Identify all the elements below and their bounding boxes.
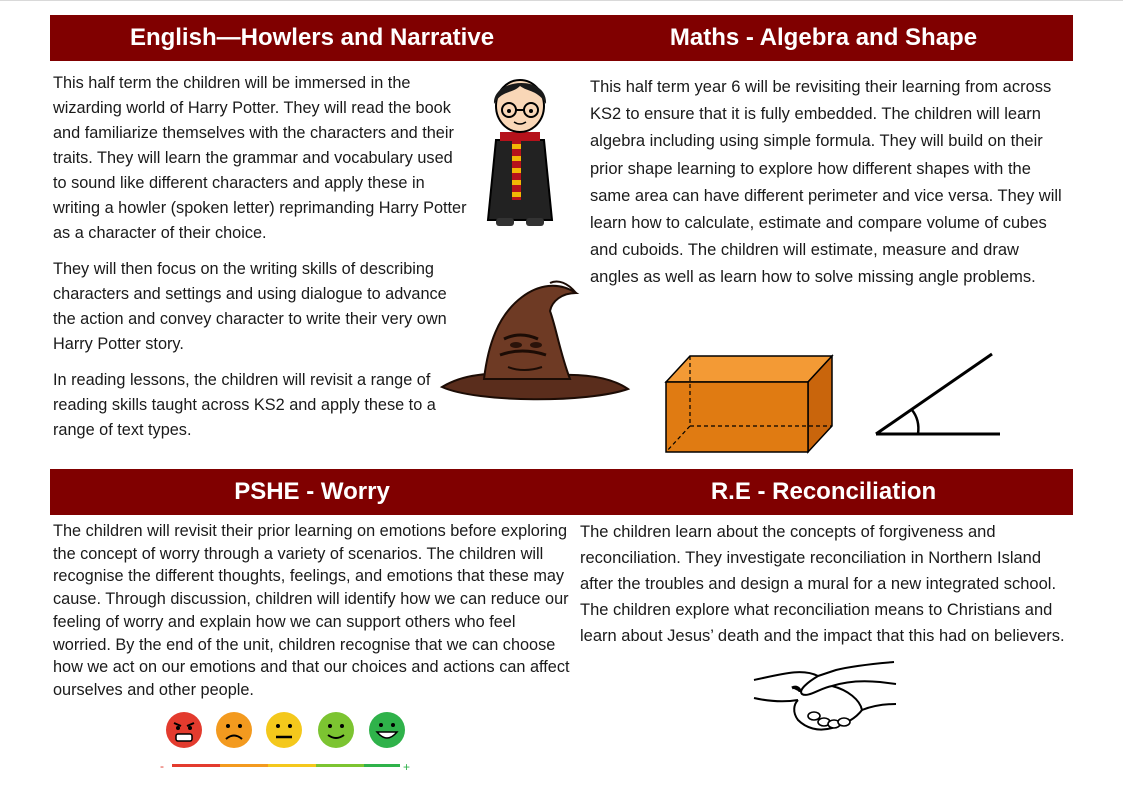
- emotion-scale-bar: [160, 760, 412, 772]
- sad-face-icon: [216, 712, 252, 748]
- sorting-hat-icon: [438, 275, 632, 405]
- english-header: English—Howlers and Narrative: [50, 15, 574, 61]
- handshake-icon: [752, 658, 898, 740]
- wizard-boy-icon: [478, 70, 562, 230]
- scale-minus-label: -: [160, 760, 164, 772]
- top-rule: [0, 0, 1123, 1]
- english-text: [53, 71, 468, 454]
- pshe-header: PSHE - Worry: [50, 469, 574, 515]
- re-text: The children learn about the concepts of forgiveness and reconciliation. They investigate reconciliation in Northern Island after the troubles and design a mural for a new integrated school. The children explore what reconciliation means to Christians and learn about Jesus’ death and the impact that this had on believers.: [580, 523, 1065, 645]
- re-header: R.E - Reconciliation: [574, 469, 1073, 515]
- cuboid-icon: [664, 352, 836, 454]
- angry-face-icon: [166, 712, 202, 748]
- english-paragraph-2: They will then focus on the writing skills of describing characters and settings and using dialogue to advance the action and convey character to write their very own Harry Potter story.: [53, 260, 447, 353]
- happy-face-icon: [369, 712, 405, 748]
- english-paragraph-1: This half term the children will be immersed in the wizarding world of Harry Potter. They will read the book and familiarize themselves with the characters and their traits. They will learn the grammar and vocabulary used to sound like different characters and apply these in writing a howler (spoken letter) reprimanding Harry Potter as a character of their choice.: [53, 74, 467, 242]
- emotion-faces-icon: [164, 710, 410, 750]
- angle-icon: [872, 350, 1004, 440]
- maths-header: Maths - Algebra and Shape: [574, 15, 1073, 61]
- scale-plus-label: +: [403, 760, 411, 772]
- maths-text: This half term year 6 will be revisiting their learning from across KS2 to ensure that it is fully embedded. The children will learn algebra including using simple formula. They will build on their prior shape learning to explore how different shapes with the same area can have different perimeter and vice versa. They will learn how to calculate, estimate and compare volume of cubes and cuboids. The children will estimate, measure and draw angles as well as learn how to solve missing angle problems.: [590, 78, 1062, 287]
- smile-face-icon: [318, 712, 354, 748]
- english-paragraph-3: In reading lessons, the children will revisit a range of reading skills taught across KS2 and apply these to a range of text types.: [53, 371, 436, 439]
- neutral-face-icon: [266, 712, 302, 748]
- pshe-text: The children will revisit their prior learning on emotions before exploring the concept of worry through a variety of scenarios. The children will recognise the different thoughts, feelings, and emotions that these may cause. Through discussion, children will identify how we can reduce our feeling of worry and explain how we can support others who feel worried. By the end of the unit, children recognise that we can choose how we act on our emotions and that our choices and actions can affect ourselves and other people.: [53, 522, 570, 699]
